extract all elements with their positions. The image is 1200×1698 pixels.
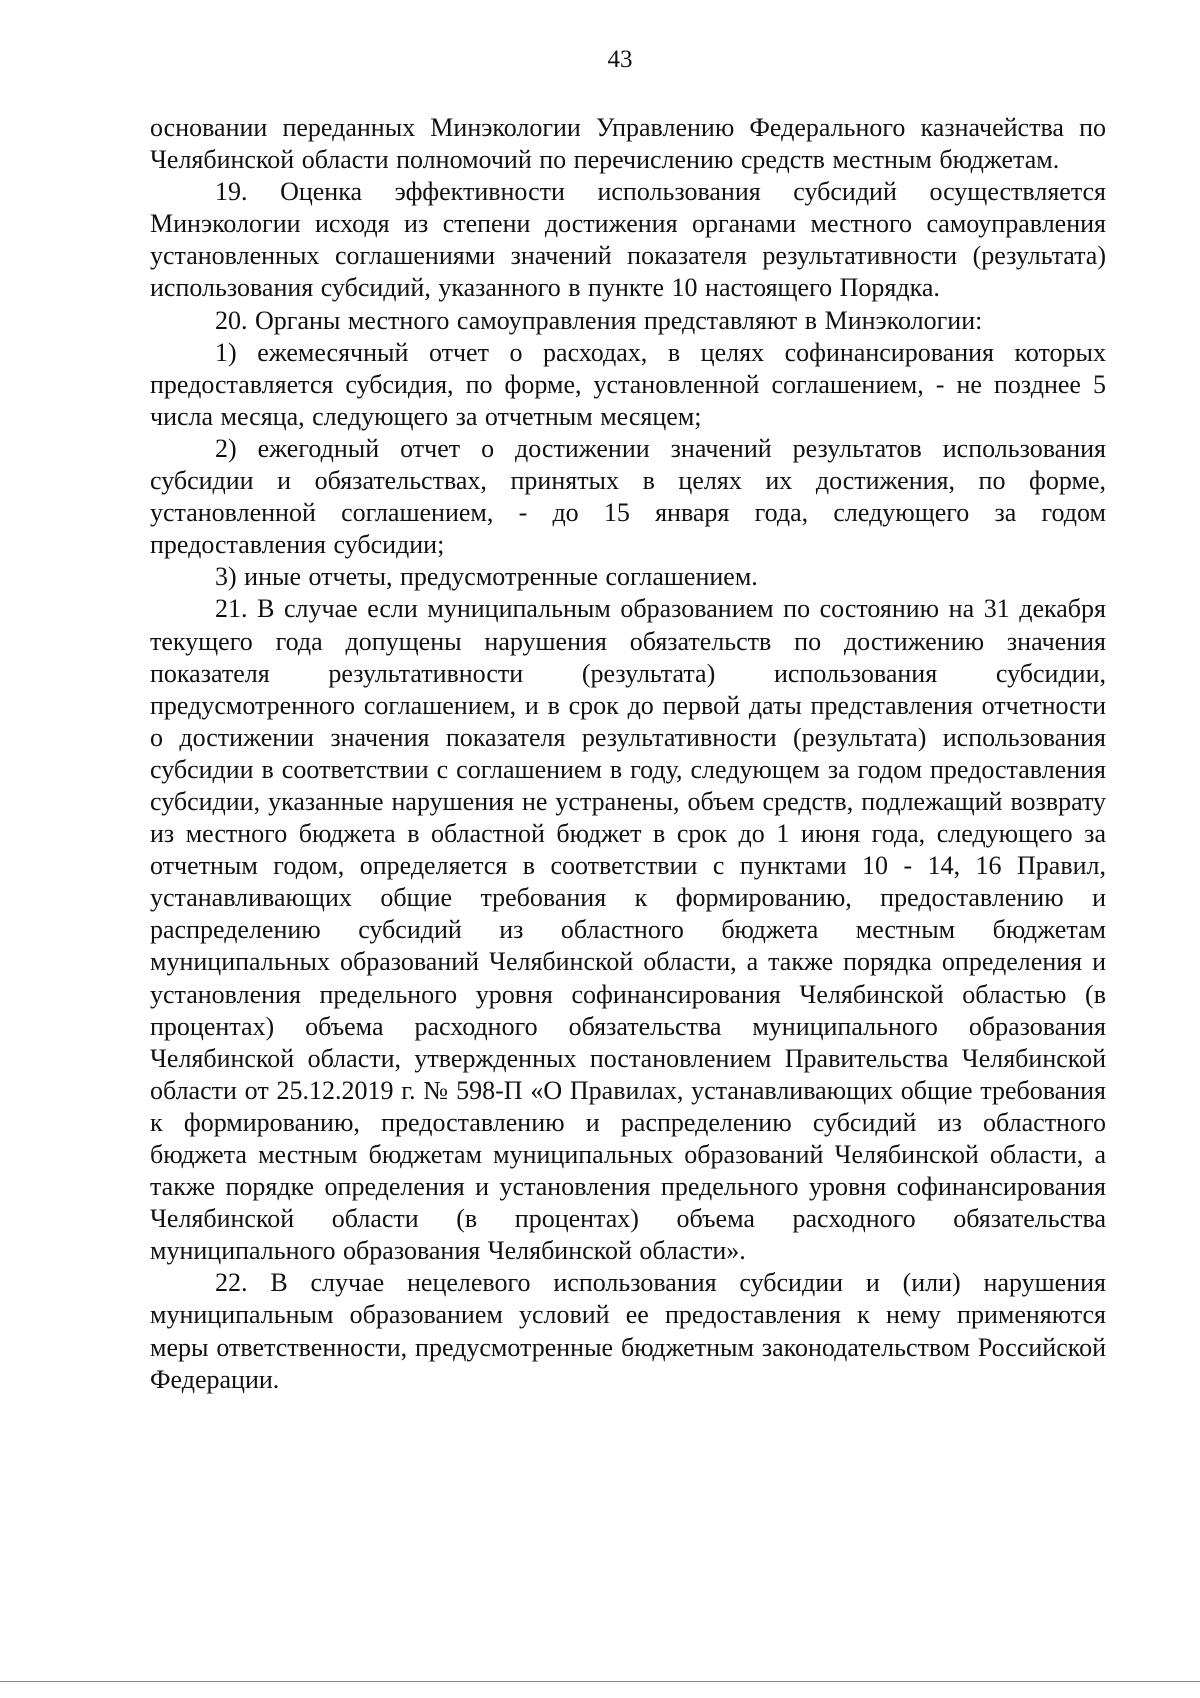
page-bottom-rule (0, 1681, 1200, 1682)
paragraph-continuation: основании переданных Минэкологии Управлению Федерального казначейства по Челябинской области полномочий по перечислению средств местным бюджетам. (150, 113, 1106, 175)
paragraph-20-item-2: 2) ежегодный отчет о достижении значений результатов использования субсидии и обязательствах, принятых в целях их достижения, по форме, установленной соглашением, - до 15 января года, следующего за годом предоставления субсидии; (150, 433, 1106, 560)
paragraph-19: 19. Оценка эффективности использования субсидий осуществляется Минэкологии исходя из степени достижения органами местного самоуправления установленных соглашениями значений показателя результативности (результата) использования субсидий, указанного в пункте 10 настоящего Порядка. (150, 177, 1106, 303)
paragraph-21: 21. В случае если муниципальным образованием по состоянию на 31 декабря текущего года допущены нарушения обязательств по достижению значения показателя результативности (результата) использования субсидии, предусмотренного соглашением, и в срок до первой даты представления отчетности о достижении значения показателя результативности (результата) использования субсидии в соответствии с соглашением в году, следующем за годом предоставления субсидии, указанные нарушения не устранены, объем средств, подлежащий возврату из местного бюджета в областной бюджет в срок до 1 июня года, следующего за отчетным годом, определяется в соответствии с пунктами 10 - 14, 16 Правил, устанавливающих общие требования к формированию, предоставлению и распределению субсидий из областного бюджета местным бюджетам муниципальных образований Челябинской области, а также порядка определения и установления предельного уровня софинансирования Челябинской областью (в процентах) объема расходного обязательства муниципального образования Челябинской области, утвержденных постановлением Правительства Челябинской области от 25.12.2019 г. № 598-П «О Правилах, устанавливающих общие требования к формированию, предоставлению и распределению субсидий из областного бюджета местным бюджетам муниципальных образований Челябинской области, а также порядке определения и установления предельного уровня софинансирования Челябинской области (в процентах) объема расходного обязательства муниципального образования Челябинской области». (150, 594, 1106, 1266)
paragraph-20: 20. Органы местного самоуправления представляют в Минэкологии: (215, 305, 983, 335)
paragraph-22: 22. В случае нецелевого использования субсидии и (или) нарушения муниципальным образованием условий ее предоставления к нему применяются меры ответственности, предусмотренные бюджетным законодательством Российской Федерации. (150, 1268, 1106, 1394)
paragraph-20-item-1: 1) ежемесячный отчет о расходах, в целях софинансирования которых предоставляется субсидия, по форме, установленной соглашением, - не позднее 5 числа месяца, следующего за отчетным месяцем; (150, 337, 1106, 431)
paragraph-20-item-3: 3) иные отчеты, предусмотренные соглашением. (215, 562, 758, 592)
page-number: 43 (607, 46, 633, 73)
document-body (150, 112, 1106, 1396)
